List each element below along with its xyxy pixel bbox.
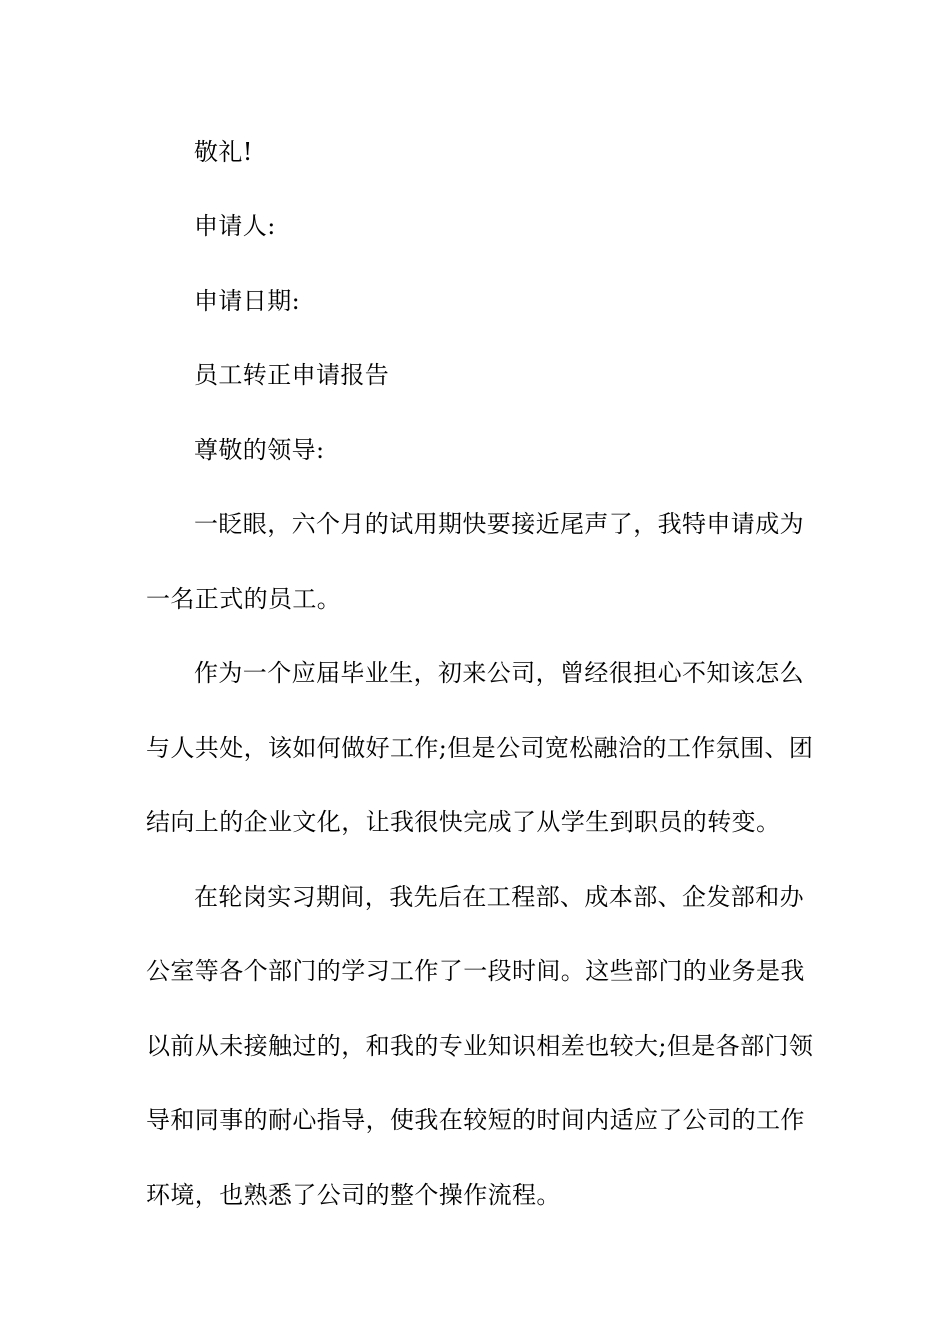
paragraph-2-line-2: 与人共处，该如何做好工作;但是公司宽松融洽的工作氛围、团 bbox=[146, 734, 814, 762]
paragraph-3-line-3: 以前从未接触过的，和我的专业知识相差也较大;但是各部门领 bbox=[146, 1032, 814, 1060]
application-date-label: 申请日期: bbox=[194, 287, 301, 315]
paragraph-3-line-1: 在轮岗实习期间，我先后在工程部、成本部、企发部和办 bbox=[194, 883, 804, 911]
paragraph-3-line-4: 导和同事的耐心指导，使我在较短的时间内适应了公司的工作 bbox=[146, 1106, 805, 1134]
closing-line: 敬礼! bbox=[194, 138, 253, 166]
document-title: 员工转正申请报告 bbox=[194, 361, 390, 389]
applicant-label: 申请人: bbox=[194, 212, 276, 240]
paragraph-1-line-1: 一眨眼，六个月的试用期快要接近尾声了，我特申请成为 bbox=[194, 510, 804, 538]
salutation: 尊敬的领导: bbox=[194, 436, 325, 464]
paragraph-2-line-3: 结向上的企业文化，让我很快完成了从学生到职员的转变。 bbox=[146, 808, 781, 836]
paragraph-3-line-5: 环境，也熟悉了公司的整个操作流程。 bbox=[146, 1181, 561, 1209]
paragraph-1-line-2: 一名正式的员工。 bbox=[146, 585, 342, 613]
paragraph-3-line-2: 公室等各个部门的学习工作了一段时间。这些部门的业务是我 bbox=[146, 957, 805, 985]
paragraph-2-line-1: 作为一个应届毕业生，初来公司，曾经很担心不知该怎么 bbox=[194, 659, 804, 687]
